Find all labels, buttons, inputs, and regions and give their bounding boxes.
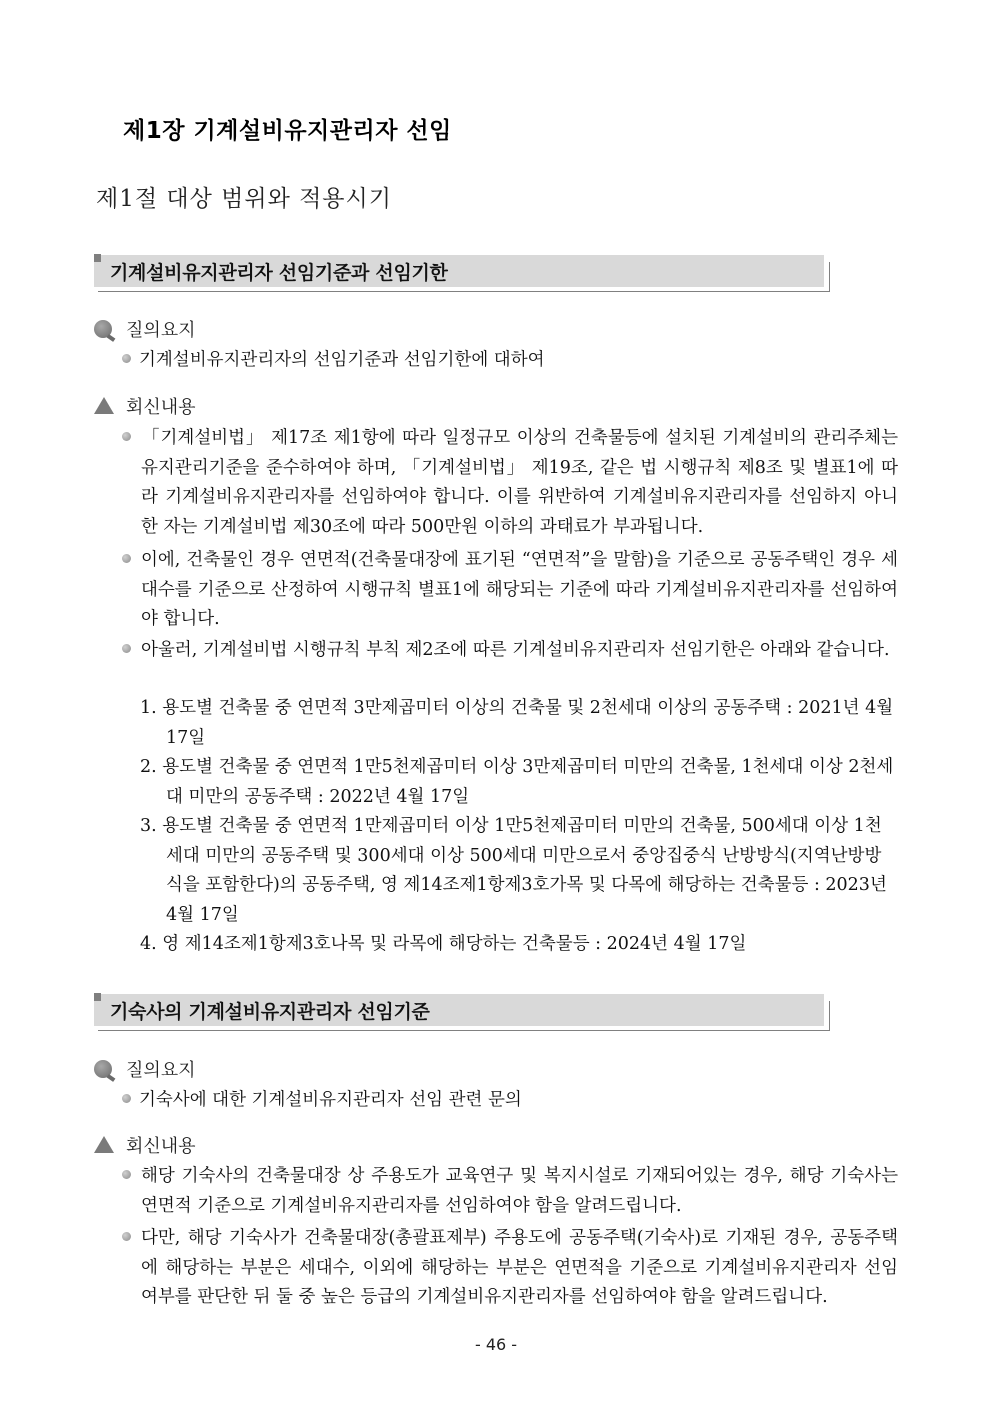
question-text: 기계설비유지관리자의 선임기준과 선임기한에 대하여 <box>139 350 545 370</box>
bullet-dot-icon <box>122 644 131 653</box>
question-label: 질의요지 <box>126 1060 196 1081</box>
answer-text: 아울러, 기계설비법 시행규칙 부칙 제2조에 따른 기계설비유지관리자 선임기한은 아래와 같습니다. <box>141 640 890 660</box>
bullet-dot-icon <box>122 1232 131 1241</box>
answer-text: 「기계설비법」 제17조 제1항에 따라 일정규모 이상의 건축물등에 설치된 기계설비의 관리주체는 유지관리기준을 준수하여야 하며, 「기계설비법」 제19조, 같은 법 시행규칙 제8조 및 별표1에 따라 기계설비유지관리자를 선임하여야 합니다. 이를 위반하여 기계설비유지관리자를 선임하지 아니한 자는 기계설비법 제30조에 따라 500만원 이하의 과태료가 부과됩니다. <box>141 428 898 537</box>
question-heading <box>94 316 196 342</box>
topic-title: 기숙사의 기계설비유지관리자 선임기준 <box>110 1001 430 1023</box>
square-marker-icon <box>94 993 101 1001</box>
question-heading <box>94 1056 196 1082</box>
answer-text: 다만, 해당 기숙사가 건축물대장(총괄표제부) 주용도에 공동주택(기숙사)로 기재된 경우, 공동주택에 해당하는 부분은 세대수, 이외에 해당하는 부분은 연면적을 기준으로 기계설비유지관리자 선임 여부를 판단한 뒤 둘 중 높은 등급의 기계설비유지관리자를 선임하여야 함을 알려드립니다. <box>141 1228 898 1307</box>
chapter-title: 제1장 기계설비유지관리자 선임 <box>123 118 452 144</box>
answer-item-1 <box>122 1162 898 1221</box>
deadline-item: 3. 용도별 건축물 중 연면적 1만제곱미터 이상 1만5천제곱미터 미만의 건축물, 500세대 이상 1천세대 미만의 공동주택 및 300세대 이상 500세대 미만으로서 중앙집중식 난방방식(지역난방방식을 포함한다)의 공동주택, 영 제14조제1항제3호가목 및 다목에 해당하는 건축물등 : 2023년 4월 17일 <box>140 816 887 925</box>
topic-title: 기계설비유지관리자 선임기준과 선임기한 <box>110 262 448 284</box>
q-icon <box>94 1059 116 1079</box>
square-marker-icon <box>94 254 101 262</box>
shadow-rule-bottom <box>98 291 830 292</box>
deadline-list <box>140 694 898 960</box>
triangle-icon <box>94 396 116 416</box>
q-icon <box>94 319 116 339</box>
answer-item-2 <box>122 1224 898 1313</box>
shadow-rule-right <box>829 1001 830 1031</box>
triangle-icon <box>94 1135 116 1155</box>
page-number: - 46 - <box>474 1335 518 1354</box>
bullet-dot-icon <box>122 432 131 441</box>
answer-text: 해당 기숙사의 건축물대장 상 주용도가 교육연구 및 복지시설로 기재되어있는 경우, 해당 기숙사는 연면적 기준으로 기계설비유지관리자를 선임하여야 함을 알려드립니다. <box>141 1166 898 1216</box>
bullet-dot-icon <box>122 1094 131 1103</box>
topic-header-2 <box>94 993 830 1029</box>
section-title: 제1절 대상 범위와 적용시기 <box>96 186 392 212</box>
bullet-dot-icon <box>122 554 131 563</box>
bullet-dot-icon <box>122 354 131 363</box>
answer-label: 회신내용 <box>126 397 196 418</box>
answer-heading <box>94 1132 196 1158</box>
topic-header-1 <box>94 254 830 290</box>
answer-item-3 <box>122 636 898 666</box>
bullet-dot-icon <box>122 1170 131 1179</box>
shadow-rule-right <box>829 262 830 292</box>
deadline-item: 2. 용도별 건축물 중 연면적 1만5천제곱미터 이상 3만제곱미터 미만의 건축물, 1천세대 이상 2천세대 미만의 공동주택 : 2022년 4월 17일 <box>140 757 894 807</box>
question-label: 질의요지 <box>126 320 196 341</box>
answer-text: 이에, 건축물인 경우 연면적(건축물대장에 표기된 “연면적”을 말함)을 기준으로 공동주택인 경우 세대수를 기준으로 산정하여 시행규칙 별표1에 해당되는 기준에 따라 기계설비유지관리자를 선임하여야 합니다. <box>141 550 898 629</box>
answer-label: 회신내용 <box>126 1136 196 1157</box>
question-text: 기숙사에 대한 기계설비유지관리자 선임 관련 문의 <box>139 1090 522 1110</box>
answer-item-2 <box>122 546 898 635</box>
shadow-rule-bottom <box>98 1030 830 1031</box>
answer-heading <box>94 393 196 419</box>
deadline-item: 1. 용도별 건축물 중 연면적 3만제곱미터 이상의 건축물 및 2천세대 이상의 공동주택 : 2021년 4월 17일 <box>140 698 894 748</box>
question-item <box>122 346 898 374</box>
answer-item-1 <box>122 424 898 542</box>
question-item <box>122 1086 898 1114</box>
deadline-item: 4. 영 제14조제1항제3호나목 및 라목에 해당하는 건축물등 : 2024년 4월 17일 <box>140 934 747 954</box>
